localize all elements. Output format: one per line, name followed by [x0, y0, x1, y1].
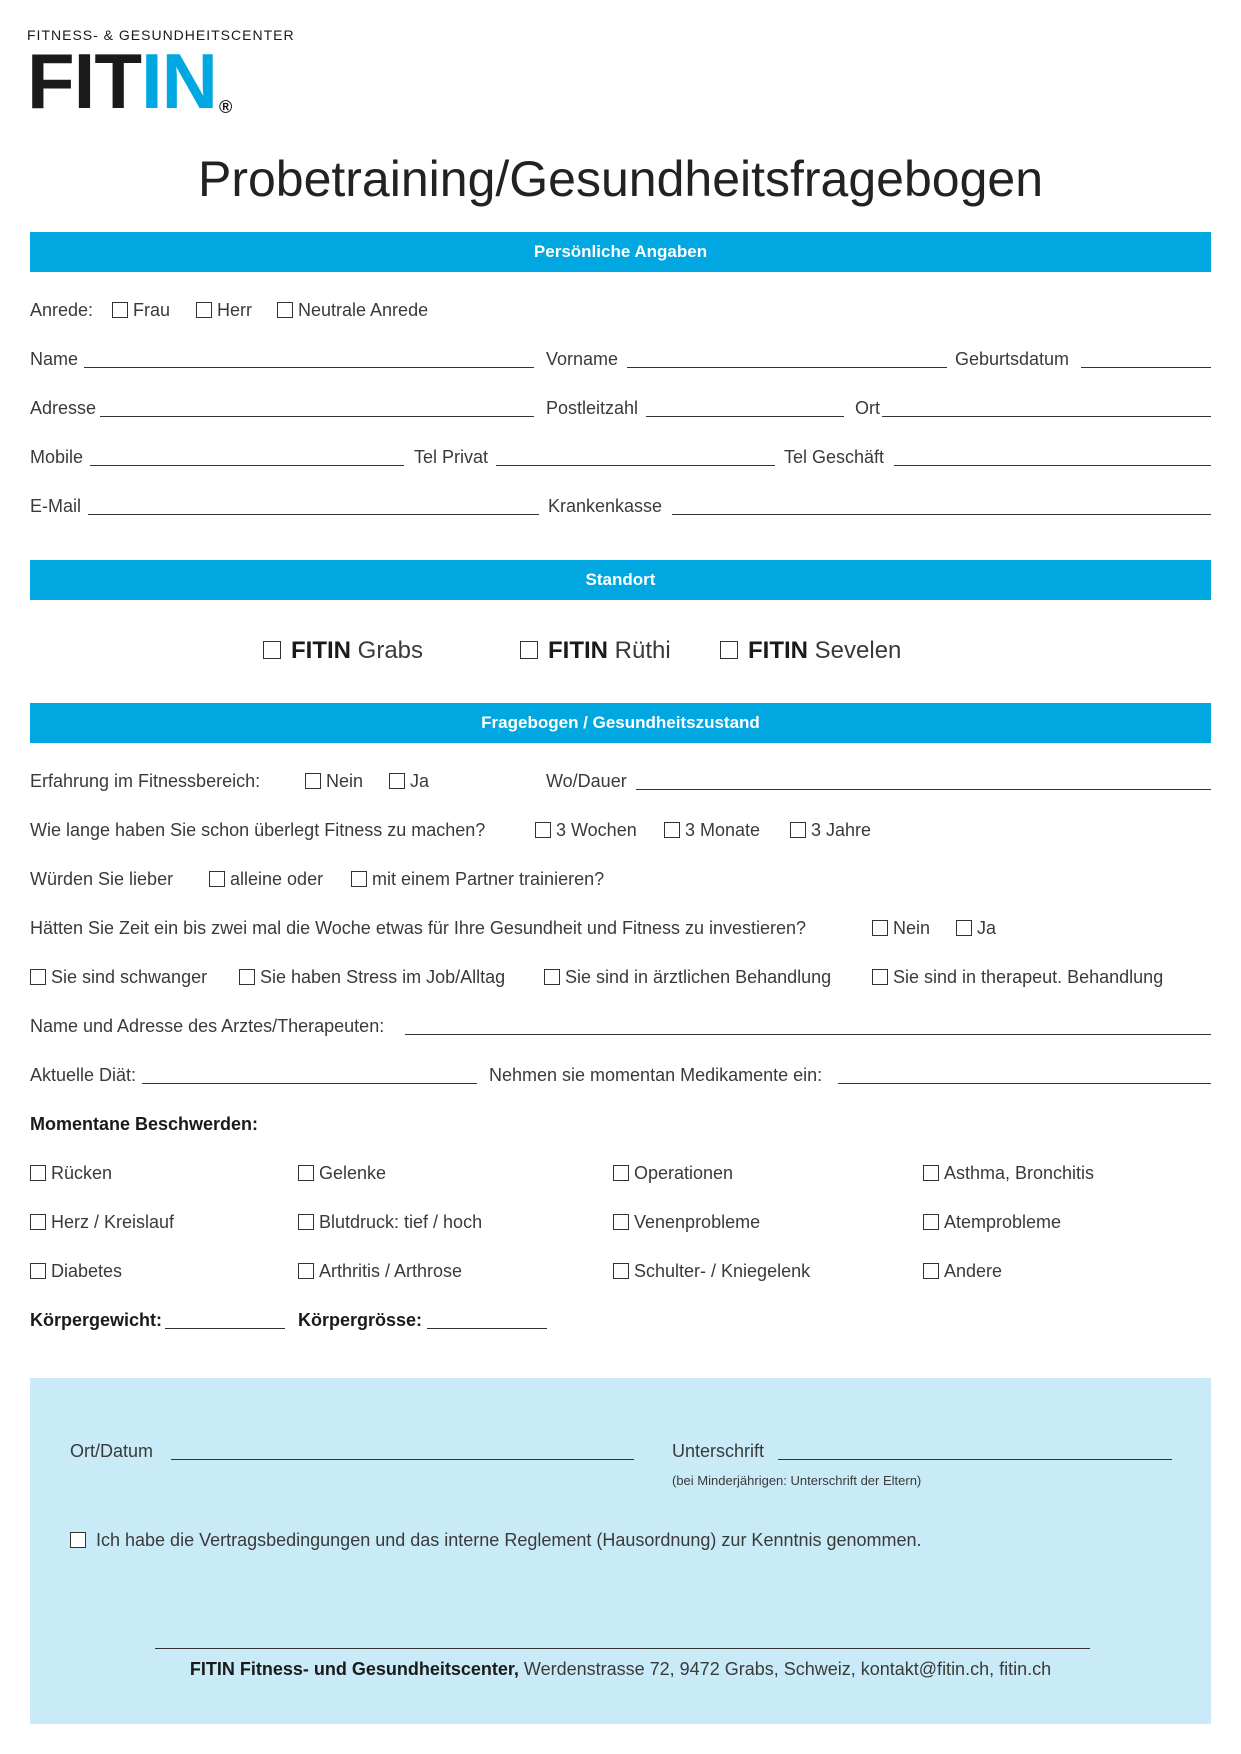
- mobile-label: Mobile: [30, 447, 84, 467]
- prefer-partner[interactable]: mit einem Partner trainieren?: [351, 869, 604, 890]
- section-header-personal: Persönliche Angaben: [30, 232, 1211, 272]
- firstname-field[interactable]: [627, 367, 947, 368]
- checkbox-icon[interactable]: [790, 822, 806, 838]
- checkbox-icon[interactable]: [30, 1263, 46, 1279]
- prefer-alone[interactable]: alleine oder: [209, 869, 323, 890]
- checkbox-icon[interactable]: [389, 773, 405, 789]
- checkbox-icon[interactable]: [239, 969, 255, 985]
- place-date-field[interactable]: [171, 1459, 634, 1460]
- checkbox-icon[interactable]: [613, 1263, 629, 1279]
- height-field[interactable]: [427, 1328, 547, 1329]
- checkbox-icon[interactable]: [298, 1165, 314, 1181]
- complaint-gelenke[interactable]: Gelenke: [298, 1163, 386, 1184]
- section-header-questionnaire: Fragebogen / Gesundheitszustand: [30, 703, 1211, 743]
- checkbox-icon[interactable]: [923, 1214, 939, 1230]
- medication-label: Nehmen sie momentan Medikamente ein:: [489, 1065, 823, 1085]
- complaint-schulter[interactable]: Schulter- / Kniegelenk: [613, 1261, 810, 1282]
- time-label: Hätten Sie Zeit ein bis zwei mal die Woche etwas für Ihre Gesundheit und Fitness zu investieren?: [30, 918, 807, 938]
- how-long-3-years[interactable]: 3 Jahre: [790, 820, 871, 841]
- registered-mark: ®: [218, 97, 232, 117]
- checkbox-icon[interactable]: [112, 302, 128, 318]
- condition-stress[interactable]: Sie haben Stress im Job/Alltag: [239, 967, 505, 988]
- checkbox-icon[interactable]: [535, 822, 551, 838]
- how-long-3-months[interactable]: 3 Monate: [664, 820, 760, 841]
- signature-label: Unterschrift: [672, 1441, 765, 1461]
- complaint-diabetes[interactable]: Diabetes: [30, 1261, 122, 1282]
- name-field[interactable]: [84, 367, 534, 368]
- checkbox-icon[interactable]: [298, 1263, 314, 1279]
- email-label: E-Mail: [30, 496, 82, 516]
- diet-field[interactable]: [142, 1083, 477, 1084]
- checkbox-icon[interactable]: [209, 871, 225, 887]
- tel-business-field[interactable]: [894, 465, 1211, 466]
- prefer-label: Würden Sie lieber: [30, 869, 174, 889]
- tel-private-label: Tel Privat: [414, 447, 489, 467]
- complaint-ruecken[interactable]: Rücken: [30, 1163, 112, 1184]
- city-label: Ort: [855, 398, 880, 418]
- footer-address: FITIN Fitness- und Gesundheitscenter, Werdenstrasse 72, 9472 Grabs, Schweiz, kontakt@fitin.ch, fitin.ch: [189, 1659, 1052, 1679]
- name-label: Name: [30, 349, 79, 369]
- birthdate-label: Geburtsdatum: [955, 349, 1070, 369]
- checkbox-icon[interactable]: [30, 969, 46, 985]
- zip-field[interactable]: [646, 416, 844, 417]
- checkbox-icon[interactable]: [305, 773, 321, 789]
- condition-therapy[interactable]: Sie sind in therapeut. Behandlung: [872, 967, 1163, 988]
- location-ruethi[interactable]: FITIN Rüthi: [520, 637, 671, 665]
- complaint-herz[interactable]: Herz / Kreislauf: [30, 1212, 174, 1233]
- time-no[interactable]: Nein: [872, 918, 930, 939]
- logo-part-fit: FIT: [27, 37, 141, 125]
- checkbox-icon[interactable]: [520, 641, 538, 659]
- checkbox-icon[interactable]: [196, 302, 212, 318]
- checkbox-icon[interactable]: [613, 1165, 629, 1181]
- complaint-arthritis[interactable]: Arthritis / Arthrose: [298, 1261, 462, 1282]
- checkbox-icon[interactable]: [664, 822, 680, 838]
- condition-pregnant[interactable]: Sie sind schwanger: [30, 967, 207, 988]
- weight-label: Körpergewicht:: [30, 1310, 163, 1330]
- where-duration-field[interactable]: [636, 789, 1211, 790]
- how-long-3-weeks[interactable]: 3 Wochen: [535, 820, 637, 841]
- checkbox-icon[interactable]: [872, 969, 888, 985]
- checkbox-icon[interactable]: [720, 641, 738, 659]
- condition-medical[interactable]: Sie sind in ärztlichen Behandlung: [544, 967, 831, 988]
- signature-field[interactable]: [778, 1459, 1172, 1460]
- checkbox-icon[interactable]: [70, 1532, 86, 1548]
- footer-divider: [155, 1648, 1090, 1649]
- weight-field[interactable]: [165, 1328, 285, 1329]
- experience-no[interactable]: Nein: [305, 771, 363, 792]
- complaint-venen[interactable]: Venenprobleme: [613, 1212, 760, 1233]
- checkbox-icon[interactable]: [956, 920, 972, 936]
- salutation-herr[interactable]: Herr: [196, 300, 252, 321]
- checkbox-icon[interactable]: [30, 1165, 46, 1181]
- checkbox-icon[interactable]: [923, 1263, 939, 1279]
- birthdate-field[interactable]: [1081, 367, 1211, 368]
- checkbox-icon[interactable]: [613, 1214, 629, 1230]
- checkbox-icon[interactable]: [544, 969, 560, 985]
- checkbox-icon[interactable]: [872, 920, 888, 936]
- place-date-label: Ort/Datum: [70, 1441, 154, 1461]
- fitin-logo: [27, 37, 232, 125]
- insurance-field[interactable]: [672, 514, 1211, 515]
- signature-note: (bei Minderjährigen: Unterschrift der Eltern): [672, 1473, 922, 1488]
- salutation-neutral[interactable]: Neutrale Anrede: [277, 300, 428, 321]
- experience-label: Erfahrung im Fitnessbereich:: [30, 771, 261, 791]
- how-long-label: Wie lange haben Sie schon überlegt Fitness zu machen?: [30, 820, 486, 840]
- checkbox-icon[interactable]: [30, 1214, 46, 1230]
- complaint-asthma[interactable]: Asthma, Bronchitis: [923, 1163, 1094, 1184]
- address-field[interactable]: [100, 416, 534, 417]
- section-header-location: Standort: [30, 560, 1211, 600]
- page-title: Probetraining/Gesundheitsfragebogen: [197, 151, 1044, 207]
- complaint-andere[interactable]: Andere: [923, 1261, 1002, 1282]
- experience-yes[interactable]: Ja: [389, 771, 429, 792]
- checkbox-icon[interactable]: [923, 1165, 939, 1181]
- complaints-title: Momentane Beschwerden:: [30, 1114, 259, 1134]
- location-grabs[interactable]: FITIN Grabs: [263, 637, 423, 665]
- complaint-blutdruck[interactable]: Blutdruck: tief / hoch: [298, 1212, 482, 1233]
- checkbox-icon[interactable]: [298, 1214, 314, 1230]
- firstname-label: Vorname: [546, 349, 619, 369]
- tel-business-label: Tel Geschäft: [784, 447, 885, 467]
- time-yes[interactable]: Ja: [956, 918, 996, 939]
- zip-label: Postleitzahl: [546, 398, 639, 418]
- checkbox-icon[interactable]: [277, 302, 293, 318]
- mobile-field[interactable]: [90, 465, 404, 466]
- height-label: Körpergrösse:: [298, 1310, 423, 1330]
- logo-part-in: IN: [140, 37, 217, 125]
- tel-private-field[interactable]: [496, 465, 775, 466]
- location-sevelen[interactable]: FITIN Sevelen: [720, 637, 901, 665]
- diet-label: Aktuelle Diät:: [30, 1065, 137, 1085]
- salutation-label: Anrede:: [30, 300, 94, 320]
- insurance-label: Krankenkasse: [548, 496, 663, 516]
- salutation-frau[interactable]: Frau: [112, 300, 170, 321]
- email-field[interactable]: [88, 514, 539, 515]
- logo-subtitle: FITNESS- & GESUNDHEITSCENTER: [27, 27, 295, 43]
- city-field[interactable]: [882, 416, 1211, 417]
- complaint-operationen[interactable]: Operationen: [613, 1163, 733, 1184]
- checkbox-icon[interactable]: [351, 871, 367, 887]
- complaint-atem[interactable]: Atemprobleme: [923, 1212, 1061, 1233]
- where-duration-label: Wo/Dauer: [546, 771, 627, 791]
- address-label: Adresse: [30, 398, 97, 418]
- checkbox-icon[interactable]: [263, 641, 281, 659]
- consent-checkbox[interactable]: Ich habe die Vertragsbedingungen und das interne Reglement (Hausordnung) zur Kenntnis genommen.: [70, 1530, 922, 1551]
- medication-field[interactable]: [838, 1083, 1211, 1084]
- doctor-label: Name und Adresse des Arztes/Therapeuten:: [30, 1016, 385, 1036]
- doctor-field[interactable]: [405, 1034, 1211, 1035]
